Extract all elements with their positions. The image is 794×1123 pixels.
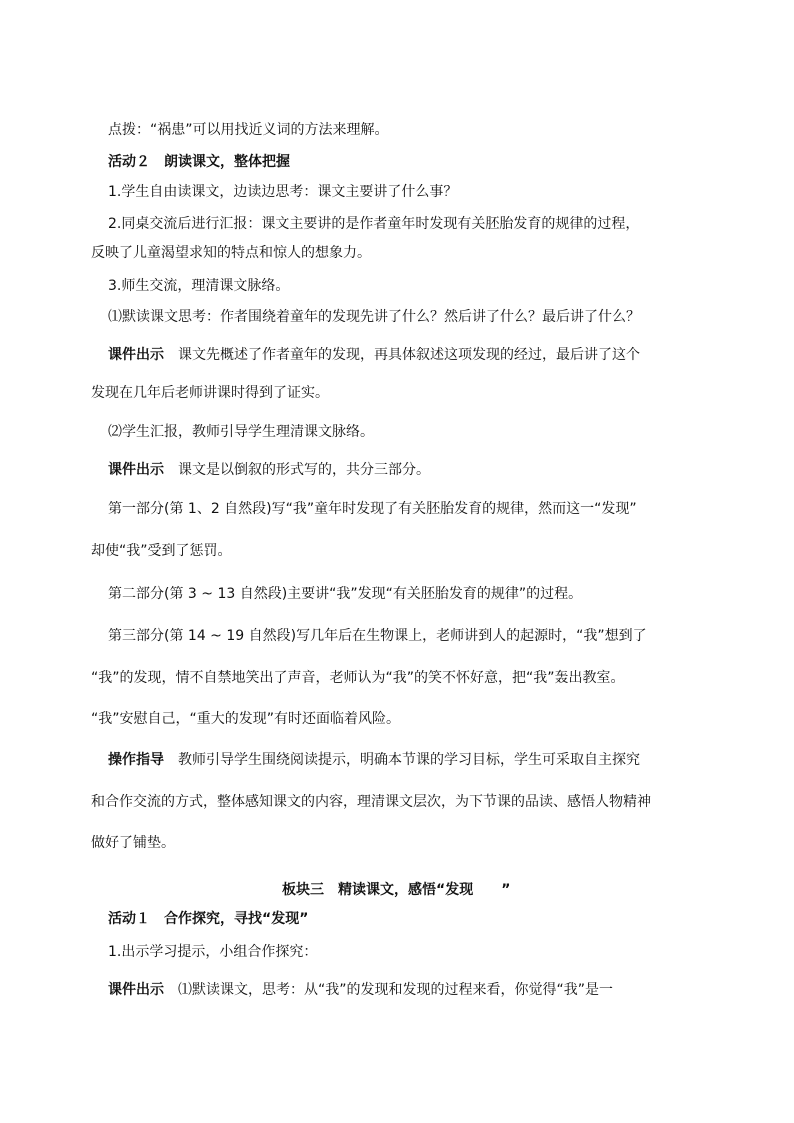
- courseware-continuation: 发现在几年后老师讲课时得到了证实。: [91, 385, 329, 401]
- courseware-text: 课文是以倒叙的形式写的，共分三部分。: [164, 462, 430, 478]
- guidance-text: 教师引导学生围绕阅读提示，明确本节课的学习目标，学生可采取自主探究: [164, 752, 640, 768]
- step-2-text: 2.同桌交流后进行汇报：课文主要讲的是作者童年时发现有关胚胎发育的规律的过程，: [108, 216, 640, 232]
- activity-2-heading: 活动２ 朗读课文，整体把握: [108, 154, 290, 170]
- part-3-continuation-2: “我”安慰自己，“重大的发现”有时还面临着风险。: [91, 711, 401, 727]
- step-1-text: 1.学生自由读课文，边读边思考：课文主要讲了什么事？: [108, 184, 458, 200]
- courseware-label: 课件出示: [108, 347, 164, 363]
- courseware-paragraph-1: [108, 345, 640, 365]
- guidance-continuation-1: 和合作交流的方式，整体感知课文的内容，理清课文层次，为下节课的品读、感悟人物精神: [91, 794, 651, 810]
- part-1-text: 第一部分(第 1、2 自然段)写“我”童年时发现了有关胚胎发育的规律，然而这一“发现”: [108, 501, 637, 517]
- courseware-paragraph-3: [108, 980, 613, 1000]
- step-3-text: 3.师生交流，理清课文脉络。: [108, 278, 290, 294]
- courseware-paragraph-2: [108, 460, 430, 480]
- courseware-label: 课件出示: [108, 982, 164, 998]
- courseware-text: ⑴默读课文，思考：从“我”的发现和发现的过程来看，你觉得“我”是一: [164, 982, 614, 998]
- sub-step-2-text: ⑵学生汇报，教师引导学生理清课文脉络。: [108, 424, 374, 440]
- step-2-continuation: 反映了儿童渴望求知的特点和惊人的想象力。: [91, 245, 371, 261]
- activity-1-step-1: 1.出示学习提示，小组合作探究：: [108, 944, 318, 960]
- guidance-paragraph: [108, 750, 640, 770]
- sub-step-1-text: ⑴默读课文思考：作者围绕着童年的发现先讲了什么？然后讲了什么？最后讲了什么？: [108, 309, 640, 325]
- part-2-text: 第二部分(第 3 ~ 13 自然段)主要讲“我”发现“有关胚胎发育的规律”的过程。: [108, 586, 583, 602]
- part-3-text: 第三部分(第 14 ~ 19 自然段)写几年后在生物课上，老师讲到人的起源时，“我”想到了: [108, 628, 647, 644]
- courseware-text: 课文先概述了作者童年的发现，再具体叙述这项发现的经过，最后讲了这个: [164, 347, 640, 363]
- part-3-continuation-1: “我”的发现，情不自禁地笑出了声音，老师认为“我”的笑不怀好意，把“我”轰出教室。: [91, 670, 625, 686]
- courseware-label: 课件出示: [108, 462, 164, 478]
- part-1-continuation: 却使“我”受到了惩罚。: [91, 543, 232, 559]
- guidance-continuation-2: 做好了铺垫。: [91, 835, 175, 851]
- guidance-label: 操作指导: [108, 752, 164, 768]
- section-3-title: 板块三 精读课文，感悟“发现 ”: [282, 882, 511, 898]
- activity-1-heading: 活动１ 合作探究，寻找“发现”: [108, 911, 309, 927]
- hint-paragraph: 点拨：“祸患”可以用找近义词的方法来理解。: [108, 122, 389, 138]
